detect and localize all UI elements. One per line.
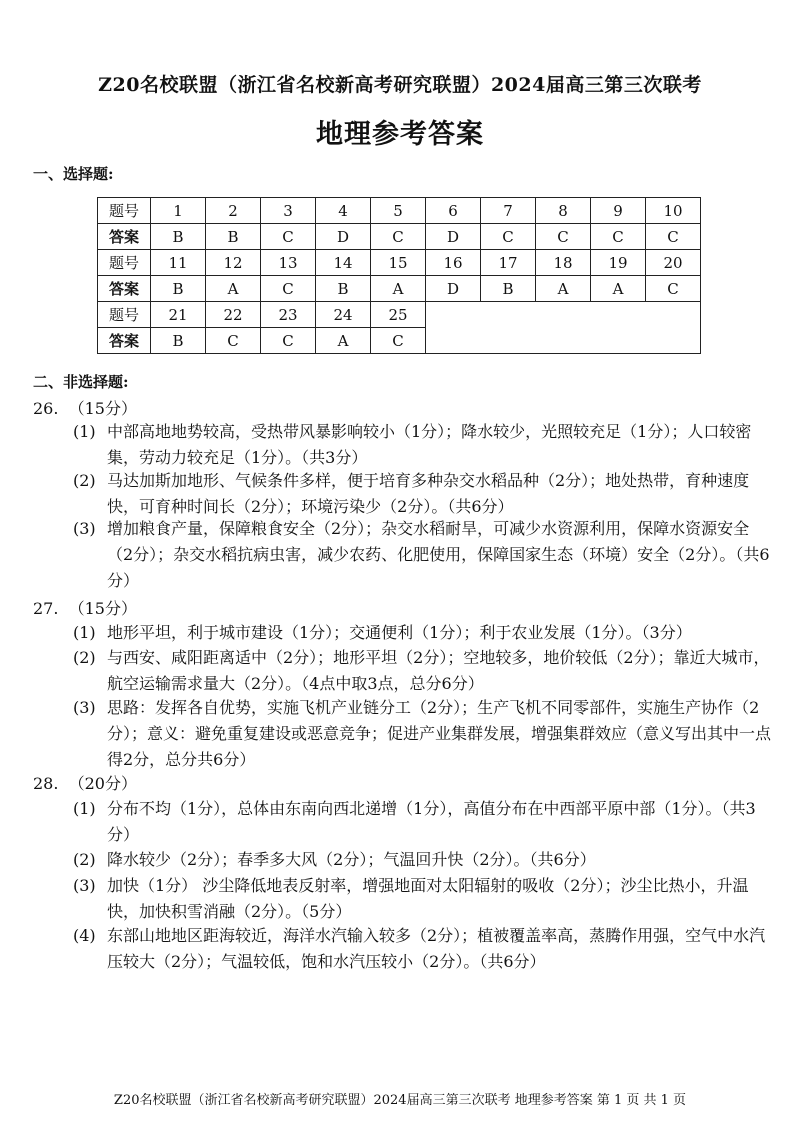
question-number-cell: 18 [536, 250, 591, 276]
answer-cell: C [646, 276, 701, 302]
answer-cell: B [206, 224, 261, 250]
answer-cell: C [646, 224, 701, 250]
question-score: （15分） [68, 399, 137, 418]
document-subtitle: 地理参考答案 [316, 119, 484, 150]
document-title: Z20名校联盟（浙江省名校新高考研究联盟）2024届高三第三次联考 [98, 74, 702, 96]
question-number [33, 396, 137, 419]
question-num-label: 27. [33, 599, 59, 618]
question-number-cell: 15 [371, 250, 426, 276]
question-number-cell: 25 [371, 302, 426, 328]
question-number-cell: 6 [426, 198, 481, 224]
question-number-cell: 14 [316, 250, 371, 276]
item-text: 加快（1分） 沙尘降低地表反射率，增强地面对太阳辐射的吸收（2分）；沙尘比热小，升温快，加快积雪消融（2分）。（5分） [107, 876, 749, 921]
question-number [33, 596, 137, 619]
item-text: 地形平坦，利于城市建设（1分）；交通便利（1分）；利于农业发展（1分）。（3分） [107, 623, 692, 642]
item-text: 东部山地地区距海较近，海洋水汽输入较多（2分）；植被覆盖率高，蒸腾作用强，空气中水汽压较大（2分）；气温较低，饱和水汽压较小（2分）。（共6分） [107, 926, 766, 971]
answer-cell: C [261, 224, 316, 250]
answer-cell: D [426, 276, 481, 302]
empty-cell [426, 302, 701, 354]
answer-cell: A [371, 276, 426, 302]
answer-cell: B [151, 276, 206, 302]
answer-cell: A [206, 276, 261, 302]
answer-cell: C [591, 224, 646, 250]
item-label: (2) [73, 850, 96, 869]
question-num-label: 26. [33, 399, 59, 418]
answer-cell: D [316, 224, 371, 250]
answer-header-cell: 答案 [98, 276, 151, 302]
item-label: (4) [73, 926, 96, 945]
answer-item [73, 516, 773, 594]
item-text: 中部高地地势较高，受热带风暴影响较小（1分）；降水较少，光照较充足（1分）；人口较密集，劳动力较充足（1分）。（共3分） [107, 422, 752, 467]
question-num-label: 28. [33, 774, 59, 793]
answer-item [73, 923, 773, 975]
answer-item [73, 645, 773, 697]
item-label: (3) [73, 519, 96, 538]
question-number-cell: 10 [646, 198, 701, 224]
answer-cell: C [536, 224, 591, 250]
question-number-cell: 23 [261, 302, 316, 328]
question-header-cell: 题号 [98, 302, 151, 328]
answer-cell: C [261, 276, 316, 302]
item-text: 分布不均（1分），总体由东南向西北递增（1分），高值分布在中西部平原中部（1分）。（共3分） [107, 799, 756, 844]
question-number-cell: 20 [646, 250, 701, 276]
item-text: 降水较少（2分）；春季多大风（2分）；气温回升快（2分）。（共6分） [107, 850, 596, 869]
item-label: (2) [73, 648, 96, 667]
answer-cell: B [151, 328, 206, 354]
question-number [33, 771, 137, 794]
answer-cell: B [151, 224, 206, 250]
question-number-cell: 11 [151, 250, 206, 276]
question-number-cell: 4 [316, 198, 371, 224]
question-row [98, 302, 701, 328]
question-number-cell: 8 [536, 198, 591, 224]
answer-item [73, 468, 773, 520]
answer-cell: C [206, 328, 261, 354]
answer-header-cell: 答案 [98, 224, 151, 250]
answer-header-cell: 答案 [98, 328, 151, 354]
section-heading-choice: 一、选择题: [33, 165, 114, 183]
page-footer: Z20名校联盟（浙江省名校新高考研究联盟）2024届高三第三次联考 地理参考答案 第 1 页 共 1 页 [113, 1093, 687, 1108]
answer-cell: A [536, 276, 591, 302]
question-number-cell: 22 [206, 302, 261, 328]
question-score: （20分） [68, 774, 137, 793]
answer-item [73, 873, 773, 925]
answer-item [73, 419, 773, 471]
answer-cell: B [316, 276, 371, 302]
answer-item [73, 695, 773, 773]
question-number-cell: 16 [426, 250, 481, 276]
item-text: 马达加斯加地形、气候条件多样，便于培育多种杂交水稻品种（2分）；地处热带，育种速度快，可育种时间长（2分）；环境污染少（2分）。（共6分） [107, 471, 750, 516]
answer-cell: C [481, 224, 536, 250]
question-row [98, 198, 701, 224]
answer-cell: C [371, 224, 426, 250]
answer-item [73, 796, 773, 848]
question-number-cell: 21 [151, 302, 206, 328]
answer-cell: D [426, 224, 481, 250]
question-header-cell: 题号 [98, 198, 151, 224]
question-number-cell: 3 [261, 198, 316, 224]
item-label: (1) [73, 422, 96, 441]
answer-cell: C [371, 328, 426, 354]
question-number-cell: 17 [481, 250, 536, 276]
answer-item [73, 847, 773, 873]
item-label: (2) [73, 471, 96, 490]
item-text: 与西安、咸阳距离适中（2分）；地形平坦（2分）；空地较多，地价较低（2分）；靠近大城市，航空运输需求量大（2分）。（4点中取3点，总分6分） [107, 648, 770, 693]
question-number-cell: 7 [481, 198, 536, 224]
question-number-cell: 24 [316, 302, 371, 328]
item-text: 思路：发挥各自优势，实施飞机产业链分工（2分）；生产飞机不同零部件，实施生产协作（2分）；意义：避免重复建设或恶意竞争；促进产业集群发展，增强集群效应（意义写出其中一点得2分，总分共6分） [107, 698, 772, 769]
answer-item [73, 620, 773, 646]
answer-cell: A [591, 276, 646, 302]
answer-cell: C [261, 328, 316, 354]
question-row [98, 250, 701, 276]
question-score: （15分） [68, 599, 137, 618]
answer-cell: B [481, 276, 536, 302]
question-number-cell: 12 [206, 250, 261, 276]
item-text: 增加粮食产量，保障粮食安全（2分）；杂交水稻耐旱，可减少水资源利用，保障水资源安全（2分）；杂交水稻抗病虫害，减少农药、化肥使用，保障国家生态（环境）安全（2分）。（共6分） [107, 519, 770, 590]
answer-row [98, 224, 701, 250]
question-number-cell: 1 [151, 198, 206, 224]
question-number-cell: 19 [591, 250, 646, 276]
question-number-cell: 13 [261, 250, 316, 276]
answer-row [98, 276, 701, 302]
item-label: (1) [73, 623, 96, 642]
answer-table [97, 197, 701, 354]
question-number-cell: 9 [591, 198, 646, 224]
section-heading-nonchoice: 二、非选择题: [33, 373, 129, 391]
question-header-cell: 题号 [98, 250, 151, 276]
item-label: (3) [73, 698, 96, 717]
item-label: (3) [73, 876, 96, 895]
item-label: (1) [73, 799, 96, 818]
answer-cell: A [316, 328, 371, 354]
question-number-cell: 5 [371, 198, 426, 224]
question-number-cell: 2 [206, 198, 261, 224]
